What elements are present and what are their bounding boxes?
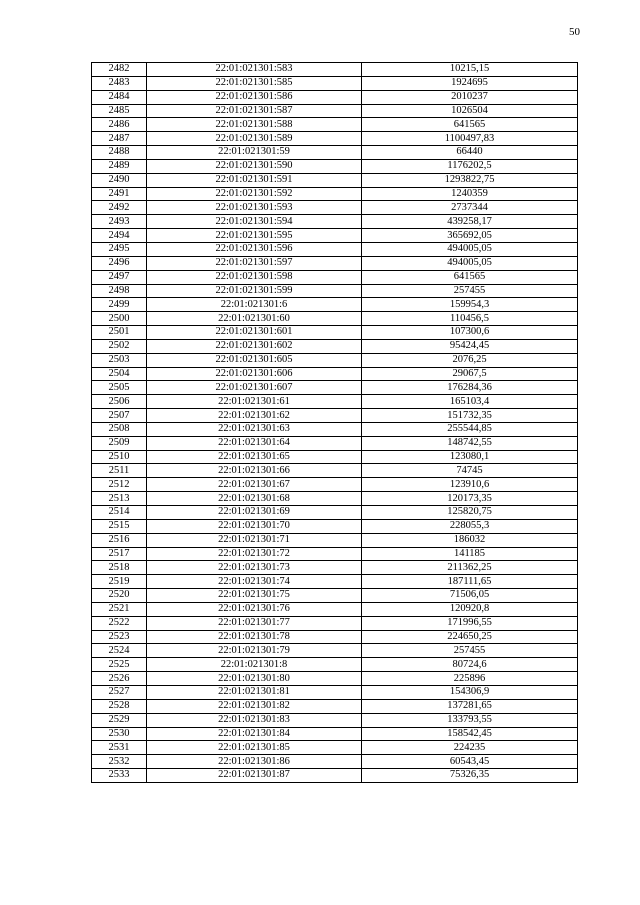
value-cell: 154306,9 bbox=[362, 685, 578, 699]
cadastral-number-cell: 22:01:021301:67 bbox=[147, 478, 362, 492]
cadastral-number-cell: 22:01:021301:69 bbox=[147, 506, 362, 520]
value-cell: 120173,35 bbox=[362, 492, 578, 506]
row-number-cell: 2520 bbox=[92, 589, 147, 603]
cadastral-number-cell: 22:01:021301:597 bbox=[147, 256, 362, 270]
value-cell: 176284,36 bbox=[362, 381, 578, 395]
table-row bbox=[92, 90, 578, 104]
row-number-cell: 2527 bbox=[92, 685, 147, 699]
value-cell: 80724,6 bbox=[362, 658, 578, 672]
row-number-cell: 2510 bbox=[92, 450, 147, 464]
table-row bbox=[92, 533, 578, 547]
table-row bbox=[92, 422, 578, 436]
cadastral-number-cell: 22:01:021301:63 bbox=[147, 422, 362, 436]
value-cell: 123080,1 bbox=[362, 450, 578, 464]
cadastral-number-cell: 22:01:021301:60 bbox=[147, 312, 362, 326]
cadastral-number-cell: 22:01:021301:593 bbox=[147, 201, 362, 215]
value-cell: 107300,6 bbox=[362, 326, 578, 340]
value-cell: 74745 bbox=[362, 464, 578, 478]
cadastral-number-cell: 22:01:021301:70 bbox=[147, 519, 362, 533]
row-number-cell: 2492 bbox=[92, 201, 147, 215]
cadastral-number-cell: 22:01:021301:76 bbox=[147, 602, 362, 616]
value-cell: 75326,35 bbox=[362, 769, 578, 783]
row-number-cell: 2514 bbox=[92, 506, 147, 520]
value-cell: 29067,5 bbox=[362, 367, 578, 381]
table-row bbox=[92, 519, 578, 533]
cadastral-number-cell: 22:01:021301:78 bbox=[147, 630, 362, 644]
table-row bbox=[92, 630, 578, 644]
row-number-cell: 2498 bbox=[92, 284, 147, 298]
table-row bbox=[92, 215, 578, 229]
row-number-cell: 2522 bbox=[92, 616, 147, 630]
table-row bbox=[92, 381, 578, 395]
row-number-cell: 2508 bbox=[92, 422, 147, 436]
row-number-cell: 2499 bbox=[92, 298, 147, 312]
table-row bbox=[92, 229, 578, 243]
row-number-cell: 2483 bbox=[92, 76, 147, 90]
value-cell: 123910,6 bbox=[362, 478, 578, 492]
value-cell: 1100497,83 bbox=[362, 132, 578, 146]
table-row bbox=[92, 270, 578, 284]
table-row bbox=[92, 644, 578, 658]
value-cell: 148742,55 bbox=[362, 436, 578, 450]
row-number-cell: 2516 bbox=[92, 533, 147, 547]
table-row bbox=[92, 589, 578, 603]
row-number-cell: 2532 bbox=[92, 755, 147, 769]
row-number-cell: 2494 bbox=[92, 229, 147, 243]
cadastral-number-cell: 22:01:021301:595 bbox=[147, 229, 362, 243]
value-cell: 1924695 bbox=[362, 76, 578, 90]
table-row bbox=[92, 602, 578, 616]
row-number-cell: 2512 bbox=[92, 478, 147, 492]
cadastral-number-cell: 22:01:021301:589 bbox=[147, 132, 362, 146]
value-cell: 158542,45 bbox=[362, 727, 578, 741]
row-number-cell: 2533 bbox=[92, 769, 147, 783]
table-row bbox=[92, 132, 578, 146]
row-number-cell: 2525 bbox=[92, 658, 147, 672]
cadastral-number-cell: 22:01:021301:65 bbox=[147, 450, 362, 464]
value-cell: 224235 bbox=[362, 741, 578, 755]
table-row bbox=[92, 755, 578, 769]
cadastral-number-cell: 22:01:021301:75 bbox=[147, 589, 362, 603]
row-number-cell: 2497 bbox=[92, 270, 147, 284]
row-number-cell: 2506 bbox=[92, 395, 147, 409]
cadastral-number-cell: 22:01:021301:594 bbox=[147, 215, 362, 229]
value-cell: 125820,75 bbox=[362, 506, 578, 520]
row-number-cell: 2523 bbox=[92, 630, 147, 644]
value-cell: 60543,45 bbox=[362, 755, 578, 769]
value-cell: 1026504 bbox=[362, 104, 578, 118]
row-number-cell: 2484 bbox=[92, 90, 147, 104]
value-cell: 255544,85 bbox=[362, 422, 578, 436]
table-row bbox=[92, 769, 578, 783]
row-number-cell: 2486 bbox=[92, 118, 147, 132]
value-cell: 641565 bbox=[362, 270, 578, 284]
cadastral-number-cell: 22:01:021301:86 bbox=[147, 755, 362, 769]
cadastral-number-cell: 22:01:021301:606 bbox=[147, 367, 362, 381]
table-row bbox=[92, 256, 578, 270]
table-row bbox=[92, 63, 578, 77]
value-cell: 225896 bbox=[362, 672, 578, 686]
row-number-cell: 2511 bbox=[92, 464, 147, 478]
row-number-cell: 2515 bbox=[92, 519, 147, 533]
table-row bbox=[92, 326, 578, 340]
table-row bbox=[92, 492, 578, 506]
row-number-cell: 2493 bbox=[92, 215, 147, 229]
value-cell: 2076,25 bbox=[362, 353, 578, 367]
cadastral-number-cell: 22:01:021301:8 bbox=[147, 658, 362, 672]
cadastral-number-cell: 22:01:021301:590 bbox=[147, 159, 362, 173]
value-cell: 494005,05 bbox=[362, 242, 578, 256]
cadastral-number-cell: 22:01:021301:79 bbox=[147, 644, 362, 658]
row-number-cell: 2482 bbox=[92, 63, 147, 77]
cadastral-number-cell: 22:01:021301:74 bbox=[147, 575, 362, 589]
value-cell: 187111,65 bbox=[362, 575, 578, 589]
table-row bbox=[92, 242, 578, 256]
row-number-cell: 2491 bbox=[92, 187, 147, 201]
table-row bbox=[92, 478, 578, 492]
cadastral-number-cell: 22:01:021301:80 bbox=[147, 672, 362, 686]
cadastral-number-cell: 22:01:021301:592 bbox=[147, 187, 362, 201]
row-number-cell: 2496 bbox=[92, 256, 147, 270]
table-row bbox=[92, 616, 578, 630]
cadastral-number-cell: 22:01:021301:591 bbox=[147, 173, 362, 187]
cadastral-number-cell: 22:01:021301:596 bbox=[147, 242, 362, 256]
row-number-cell: 2519 bbox=[92, 575, 147, 589]
cadastral-number-cell: 22:01:021301:71 bbox=[147, 533, 362, 547]
table-row bbox=[92, 450, 578, 464]
cadastral-number-cell: 22:01:021301:87 bbox=[147, 769, 362, 783]
value-cell: 2737344 bbox=[362, 201, 578, 215]
cadastral-number-cell: 22:01:021301:586 bbox=[147, 90, 362, 104]
cadastral-number-cell: 22:01:021301:599 bbox=[147, 284, 362, 298]
row-number-cell: 2489 bbox=[92, 159, 147, 173]
cadastral-number-cell: 22:01:021301:83 bbox=[147, 713, 362, 727]
cadastral-number-cell: 22:01:021301:72 bbox=[147, 547, 362, 561]
value-cell: 186032 bbox=[362, 533, 578, 547]
row-number-cell: 2530 bbox=[92, 727, 147, 741]
row-number-cell: 2526 bbox=[92, 672, 147, 686]
cadastral-number-cell: 22:01:021301:82 bbox=[147, 699, 362, 713]
cadastral-number-cell: 22:01:021301:585 bbox=[147, 76, 362, 90]
value-cell: 10215,15 bbox=[362, 63, 578, 77]
row-number-cell: 2504 bbox=[92, 367, 147, 381]
row-number-cell: 2518 bbox=[92, 561, 147, 575]
row-number-cell: 2495 bbox=[92, 242, 147, 256]
row-number-cell: 2500 bbox=[92, 312, 147, 326]
value-cell: 1240359 bbox=[362, 187, 578, 201]
cadastral-number-cell: 22:01:021301:61 bbox=[147, 395, 362, 409]
row-number-cell: 2502 bbox=[92, 339, 147, 353]
row-number-cell: 2487 bbox=[92, 132, 147, 146]
value-cell: 171996,55 bbox=[362, 616, 578, 630]
row-number-cell: 2503 bbox=[92, 353, 147, 367]
table-row bbox=[92, 658, 578, 672]
table-row bbox=[92, 159, 578, 173]
row-number-cell: 2531 bbox=[92, 741, 147, 755]
value-cell: 1176202,5 bbox=[362, 159, 578, 173]
value-cell: 95424,45 bbox=[362, 339, 578, 353]
cadastral-number-cell: 22:01:021301:73 bbox=[147, 561, 362, 575]
value-cell: 228055,3 bbox=[362, 519, 578, 533]
value-cell: 159954,3 bbox=[362, 298, 578, 312]
value-cell: 133793,55 bbox=[362, 713, 578, 727]
row-number-cell: 2505 bbox=[92, 381, 147, 395]
cadastral-value-table bbox=[91, 62, 578, 783]
table-row bbox=[92, 727, 578, 741]
cadastral-number-cell: 22:01:021301:84 bbox=[147, 727, 362, 741]
cadastral-number-cell: 22:01:021301:601 bbox=[147, 326, 362, 340]
cadastral-number-cell: 22:01:021301:64 bbox=[147, 436, 362, 450]
table-row bbox=[92, 575, 578, 589]
row-number-cell: 2509 bbox=[92, 436, 147, 450]
cadastral-number-cell: 22:01:021301:66 bbox=[147, 464, 362, 478]
value-cell: 257455 bbox=[362, 644, 578, 658]
cadastral-number-cell: 22:01:021301:85 bbox=[147, 741, 362, 755]
row-number-cell: 2513 bbox=[92, 492, 147, 506]
cadastral-number-cell: 22:01:021301:602 bbox=[147, 339, 362, 353]
cadastral-number-cell: 22:01:021301:81 bbox=[147, 685, 362, 699]
row-number-cell: 2507 bbox=[92, 409, 147, 423]
value-cell: 110456,5 bbox=[362, 312, 578, 326]
value-cell: 641565 bbox=[362, 118, 578, 132]
row-number-cell: 2501 bbox=[92, 326, 147, 340]
row-number-cell: 2529 bbox=[92, 713, 147, 727]
value-cell: 151732,35 bbox=[362, 409, 578, 423]
value-cell: 141185 bbox=[362, 547, 578, 561]
table-row bbox=[92, 699, 578, 713]
table-row bbox=[92, 713, 578, 727]
row-number-cell: 2524 bbox=[92, 644, 147, 658]
table-row bbox=[92, 201, 578, 215]
table-row bbox=[92, 506, 578, 520]
cadastral-number-cell: 22:01:021301:59 bbox=[147, 146, 362, 160]
row-number-cell: 2528 bbox=[92, 699, 147, 713]
row-number-cell: 2517 bbox=[92, 547, 147, 561]
cadastral-number-cell: 22:01:021301:62 bbox=[147, 409, 362, 423]
table-row bbox=[92, 118, 578, 132]
value-cell: 71506,05 bbox=[362, 589, 578, 603]
table-row bbox=[92, 741, 578, 755]
cadastral-number-cell: 22:01:021301:77 bbox=[147, 616, 362, 630]
table-row bbox=[92, 298, 578, 312]
value-cell: 365692,05 bbox=[362, 229, 578, 243]
table-row bbox=[92, 367, 578, 381]
table-row bbox=[92, 173, 578, 187]
cadastral-number-cell: 22:01:021301:6 bbox=[147, 298, 362, 312]
table-row bbox=[92, 353, 578, 367]
table-row bbox=[92, 409, 578, 423]
table-row bbox=[92, 395, 578, 409]
table-row bbox=[92, 464, 578, 478]
cadastral-number-cell: 22:01:021301:587 bbox=[147, 104, 362, 118]
value-cell: 66440 bbox=[362, 146, 578, 160]
table-row bbox=[92, 76, 578, 90]
value-cell: 211362,25 bbox=[362, 561, 578, 575]
row-number-cell: 2521 bbox=[92, 602, 147, 616]
page-number: 50 bbox=[569, 26, 580, 38]
table-row bbox=[92, 561, 578, 575]
value-cell: 2010237 bbox=[362, 90, 578, 104]
cadastral-number-cell: 22:01:021301:605 bbox=[147, 353, 362, 367]
row-number-cell: 2488 bbox=[92, 146, 147, 160]
table-row bbox=[92, 547, 578, 561]
value-cell: 257455 bbox=[362, 284, 578, 298]
value-cell: 165103,4 bbox=[362, 395, 578, 409]
value-cell: 494005,05 bbox=[362, 256, 578, 270]
table-row bbox=[92, 436, 578, 450]
value-cell: 224650,25 bbox=[362, 630, 578, 644]
value-cell: 439258,17 bbox=[362, 215, 578, 229]
cadastral-number-cell: 22:01:021301:607 bbox=[147, 381, 362, 395]
value-cell: 1293822,75 bbox=[362, 173, 578, 187]
cadastral-number-cell: 22:01:021301:583 bbox=[147, 63, 362, 77]
table-row bbox=[92, 187, 578, 201]
row-number-cell: 2485 bbox=[92, 104, 147, 118]
table-row bbox=[92, 672, 578, 686]
table-row bbox=[92, 284, 578, 298]
table-row bbox=[92, 685, 578, 699]
table-body bbox=[92, 63, 578, 783]
table-row bbox=[92, 312, 578, 326]
value-cell: 120920,8 bbox=[362, 602, 578, 616]
cadastral-number-cell: 22:01:021301:598 bbox=[147, 270, 362, 284]
cadastral-number-cell: 22:01:021301:588 bbox=[147, 118, 362, 132]
table-row bbox=[92, 104, 578, 118]
table-row bbox=[92, 146, 578, 160]
table-row bbox=[92, 339, 578, 353]
cadastral-number-cell: 22:01:021301:68 bbox=[147, 492, 362, 506]
row-number-cell: 2490 bbox=[92, 173, 147, 187]
value-cell: 137281,65 bbox=[362, 699, 578, 713]
